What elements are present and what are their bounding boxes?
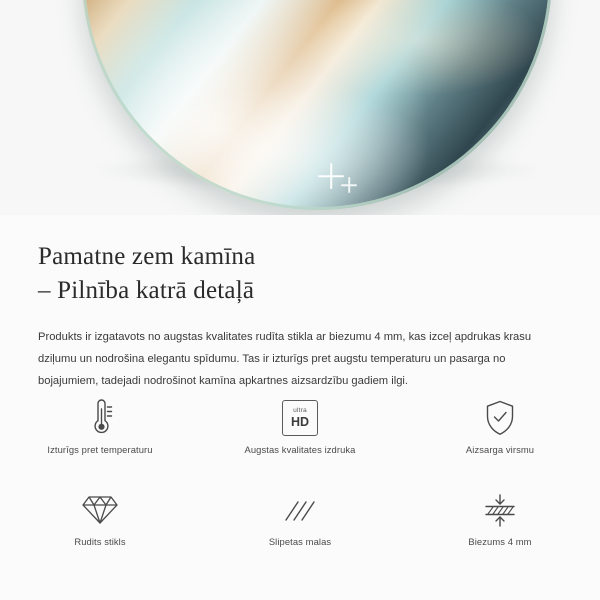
diamond-icon bbox=[81, 490, 119, 530]
ultra-hd-badge-top: ultra bbox=[293, 406, 307, 414]
feature-item-print-quality bbox=[200, 398, 400, 476]
feature-label: Slipetas malas bbox=[268, 536, 332, 547]
ultra-hd-badge-bottom: HD bbox=[290, 414, 310, 429]
shield-check-icon bbox=[483, 398, 517, 438]
content-block bbox=[0, 215, 600, 393]
headline-line-1: Pamatne zem kamīna bbox=[38, 243, 256, 270]
headline-line-2: – Pilnība katrā detaļā bbox=[38, 276, 255, 304]
feature-label: Rudits stikls bbox=[74, 536, 126, 547]
thickness-icon bbox=[480, 490, 520, 530]
feature-label: Biezums 4 mm bbox=[468, 536, 532, 547]
feature-item-thickness bbox=[400, 490, 600, 568]
polished-edges-icon bbox=[282, 490, 318, 530]
feature-item-temperature bbox=[0, 398, 200, 476]
feature-item-tempered-glass bbox=[0, 490, 200, 568]
feature-item-surface-protection bbox=[400, 398, 600, 476]
page-title bbox=[0, 215, 600, 308]
description-paragraph: Produkts ir izgatavots no augstas kvalitates rudīta stikla ar biezumu 4 mm, kas izceļ apdrukas krasu dziļumu un nodrošina elegantu spīdumu. Tas ir izturīgs pret augstu temperaturu un pasarga no bojajumiem, tadejadi nodrošinot kamīna apkartnes aizsardzību gadiem ilgi. bbox=[38, 330, 532, 388]
feature-label: Izturīgs pret temperaturu bbox=[47, 444, 153, 455]
ultra-hd-icon bbox=[282, 398, 318, 438]
feature-item-polished-edges bbox=[200, 490, 400, 568]
feature-grid bbox=[0, 398, 600, 568]
hero-image bbox=[0, 0, 600, 215]
thermometer-icon bbox=[85, 398, 115, 438]
feature-label: Augstas kvalitates izdruka bbox=[244, 444, 356, 455]
feature-label: Aizsarga virsmu bbox=[465, 444, 535, 455]
